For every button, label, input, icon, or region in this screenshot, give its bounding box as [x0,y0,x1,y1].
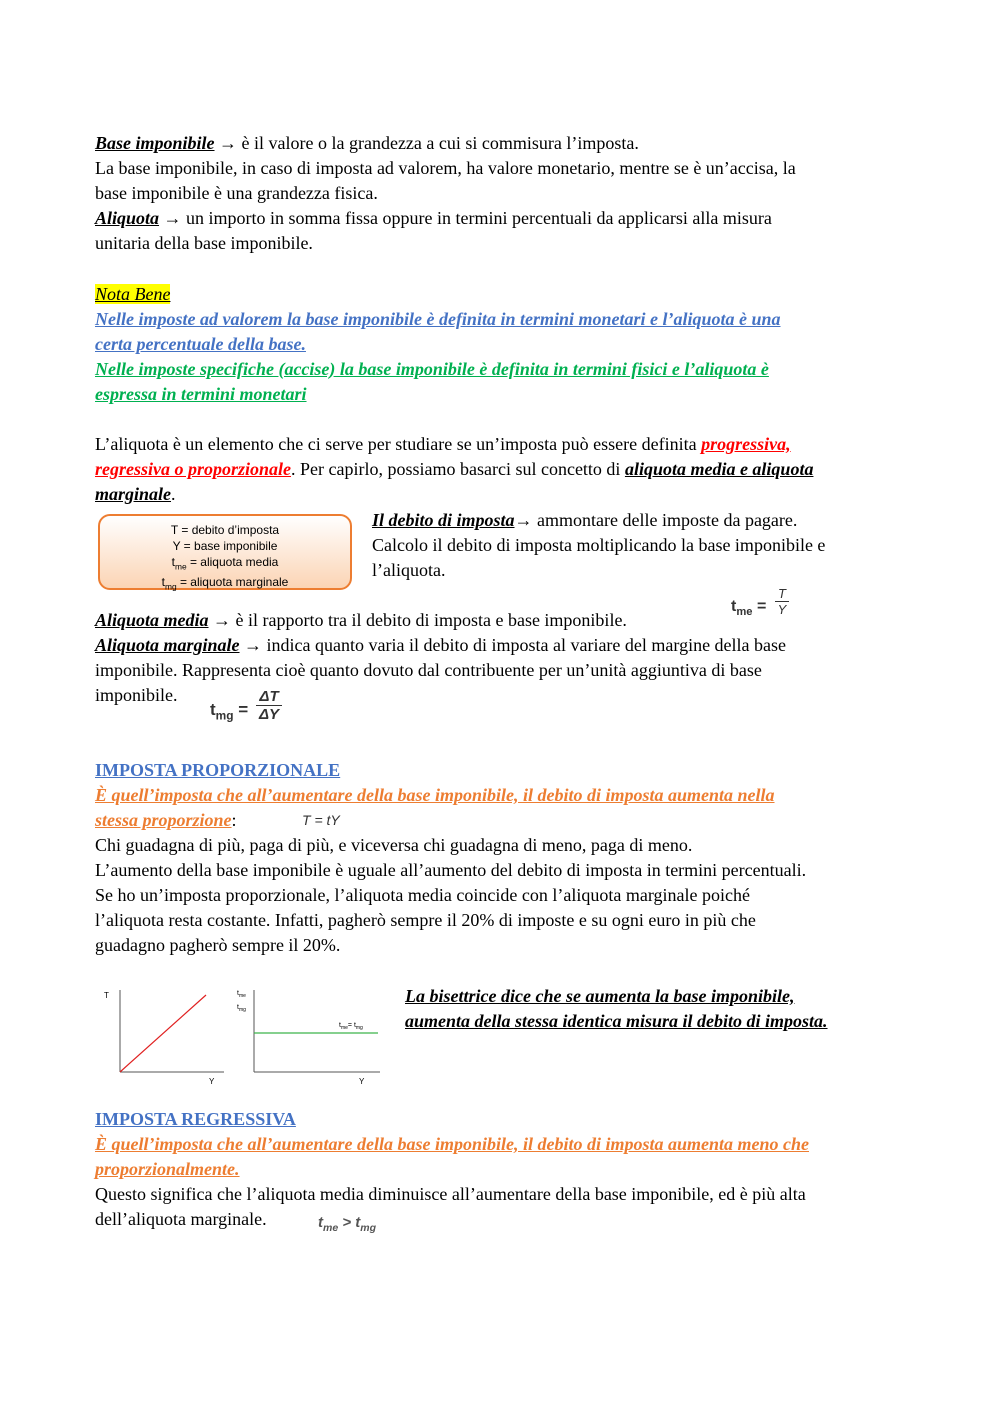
aliquota-marginale-line [95,633,786,657]
symbol-legend-box [98,514,352,590]
progressiva-keyword: progressiva, [701,434,791,454]
nota-blue-line-2: certa percentuale della base. [95,334,306,354]
aliquota-media-kw: Aliquota media [95,610,209,630]
legend-line-tme: $t_{me}$ = aliquota media [171,555,279,572]
proporzionale-def-line-2: stessa proporzione: [95,810,237,830]
base-imponibile-definition: è il valore o la grandezza a cui si commisura l’imposta. [237,133,639,153]
arrow-icon: → [213,610,232,630]
proporzionale-heading: IMPOSTA PROPORZIONALE [95,760,341,780]
base-imponibile-line-3: base imponibile è una grandezza fisica. [95,183,378,203]
nota-blue-line-1: Nelle imposte ad valorem la base imponibile è definita in termini monetari e l’aliquota è una [95,309,781,329]
debito-keyword: Il debito di imposta [372,510,515,530]
period: . [171,484,176,504]
base-imponibile-keyword: Base imponibile [95,133,215,153]
g1-bisector-line [120,995,206,1072]
g2-x-label: Y [359,1077,365,1086]
aliquota-definition: un importo in somma fissa oppure in termini percentuali da applicarsi alla misura [181,208,772,228]
regressiva-def-line-2: proporzionalmente. [95,1159,240,1179]
stessa-proporzione-keyword: stessa proporzione [95,810,232,830]
aliquota-line [95,206,772,230]
debito-line-2: Calcolo il debito di imposta moltiplicando la base imponibile e [372,535,826,555]
legend-line-tmg: $t_{mg}$ = aliquota marginale [161,575,289,592]
g1-y-label: T [104,991,109,1000]
marginale-keyword: marginale [95,484,172,504]
proporzionale-line-5: guadagno pagherò sempre il 20%. [95,935,341,955]
legend-line-y: Y = base imponibile [172,539,278,553]
g1-x-label: Y [209,1077,215,1086]
regressiva-formula: $t_{me} > t_{mg}$ [318,1214,377,1234]
legend-line-t: T = debito d’imposta [170,523,280,537]
g2-y-label-1: $t_{me}$ [237,990,246,999]
nota-green-line-1: Nelle imposte specifiche (accise) la base imponibile è definita in termini fisici e l’aliquota è [95,359,769,379]
nota-bene-line [95,282,170,306]
regressiva-heading: IMPOSTA REGRESSIVA [95,1109,296,1129]
nota-bene-label: Nota Bene [95,284,171,304]
aliquota-line-2: unitaria della base imponibile. [95,233,313,253]
base-imponibile-line [95,131,639,155]
aliquota-marginale-line-3: imponibile. [95,685,178,705]
bisettrice-note-line-1: La bisettrice dice che se aumenta la base imponibile, [405,986,795,1006]
base-imponibile-line-2: La base imponibile, in caso di imposta ad valorem, ha valore monetario, mentre se è un’accisa, la [95,158,796,178]
tme-numerator: T [778,586,786,601]
debito-line-3: l’aliquota. [372,560,446,580]
nota-green-line-2: espressa in termini monetari [95,384,307,404]
tmg-numerator: ΔT [259,688,279,705]
aliquota-media-line [95,608,627,632]
aliquota-intro-line-1 [95,432,791,456]
intro-text: L’aliquota è un elemento che ci serve per studiare se un’imposta può essere definita [95,434,702,454]
regressiva-keyword: regressiva o proporzionale [95,459,292,479]
graph-tme-tmg [232,984,392,1088]
proporzionale-line-4: l’aliquota resta costante. Infatti, pagherò sempre il 20% di imposte e su ogni euro in più che [95,910,756,930]
graph-t-vs-y [98,984,228,1088]
aliquota-intro-line-2 [95,457,813,481]
aliquota-marginale-kw: Aliquota marginale [95,635,240,655]
regressiva-line-2: dell’aliquota marginale. [95,1209,267,1229]
proporzionale-line-1: Chi guadagna di più, paga di più, e viceversa chi guadagna di meno, paga di meno. [95,835,693,855]
tmg-denominator: ΔY [258,706,280,723]
regressiva-line-1: Questo significa che l’aliquota media diminuisce all’aumentare della base imponibile, ed è più alta [95,1184,806,1204]
aliquota-marginale-definition: indica quanto varia il debito di imposta al variare del margine della base [262,635,787,655]
aliquota-media-definition: è il rapporto tra il debito di imposta e base imponibile. [231,610,627,630]
aliquota-intro-line-3 [95,482,176,506]
arrow-icon: → [244,635,263,655]
aliquota-media-keyword: aliquota media e aliquota [624,459,814,479]
debito-definition: ammontare delle imposte da pagare. [532,510,798,530]
aliquota-keyword: Aliquota [95,208,160,228]
intro-text-2: . Per capirlo, possiamo basarci sul concetto di [291,459,625,479]
g2-y-label-2: $t_{mg}$ [237,1004,246,1013]
proportional-formula: T = tY [302,812,340,828]
proporzionale-def-line-1: È quell’imposta che all’aumentare della base imponibile, il debito di imposta aumenta nella [95,785,775,805]
regressiva-def-line-1: È quell’imposta che all’aumentare della base imponibile, il debito di imposta aumenta meno che [95,1134,809,1154]
arrow-icon: → [514,510,533,530]
proporzionale-line-2: L’aumento della base imponibile è uguale all’aumento del debito di imposta in termini percentuali. [95,860,807,880]
arrow-icon: → [163,208,182,228]
g2-line-label: $t_{me}= t_{mg}$ [339,1022,363,1031]
bisettrice-note-line-2: aumenta della stessa identica misura il debito di imposta. [405,1011,828,1031]
tme-denominator: Y [777,602,787,617]
aliquota-marginale-line-2: imponibile. Rappresenta cioè quanto dovuto dal contribuente per un’unità aggiuntiva di base [95,660,762,680]
debito-line-1 [372,508,797,532]
proporzionale-line-3: Se ho un’imposta proporzionale, l’aliquota media coincide con l’aliquota marginale poiché [95,885,750,905]
arrow-icon: → [219,133,238,153]
